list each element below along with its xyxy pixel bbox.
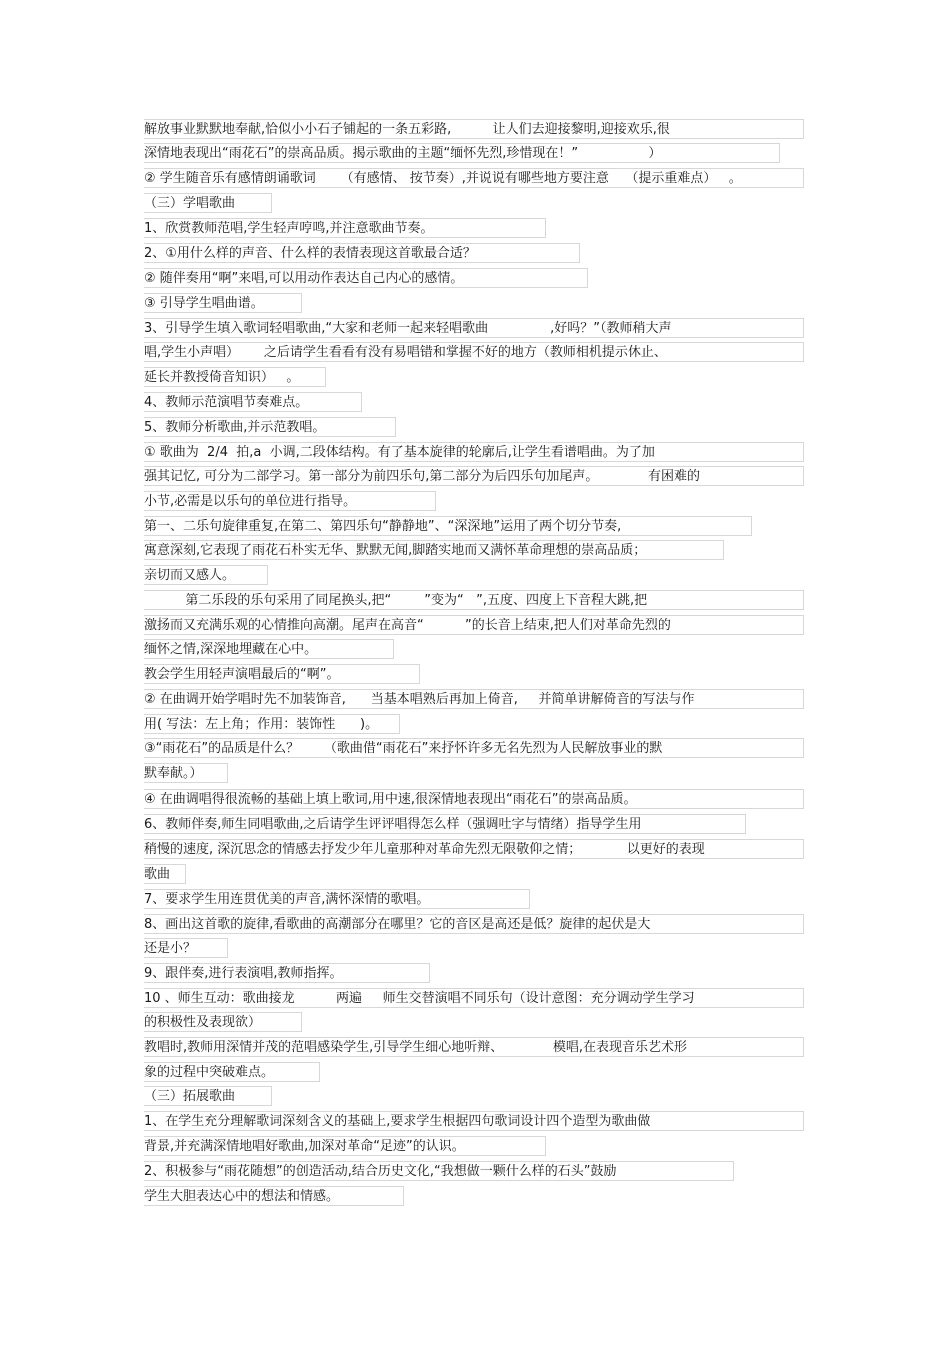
text-line: 寓意深刻,它表现了雨花石朴实无华、默默无闻,脚踏实地而又满怀革命理想的崇高品质；: [144, 540, 724, 560]
text-line: 还是小？: [144, 938, 228, 958]
text-line: （三）拓展歌曲: [144, 1086, 272, 1106]
text-line: ③“雨花石”的品质是什么？ （歌曲借“雨花石”来抒怀许多无名先烈为人民解放事业的默: [144, 738, 804, 758]
text-line: 学生大胆表达心中的想法和情感。: [144, 1186, 404, 1206]
text-line: 默奉献。）: [144, 763, 228, 783]
text-line: 歌曲: [144, 864, 186, 884]
text-line: 背景,并充满深情地唱好歌曲,加深对革命“足迹”的认识。: [144, 1136, 546, 1156]
text-line: ④ 在曲调唱得很流畅的基础上填上歌词,用中速,很深情地表现出“雨花石”的崇高品质。: [144, 789, 804, 809]
text-line: 1、在学生充分理解歌词深刻含义的基础上,要求学生根据四句歌词设计四个造型为歌曲做: [144, 1111, 804, 1131]
text-line: 深情地表现出“雨花石”的崇高品质。揭示歌曲的主题“缅怀先烈,珍惜现在！” ）: [144, 143, 780, 163]
text-line: 小节,必需是以乐句的单位进行指导。: [144, 491, 436, 511]
text-line: 用( 写法：左上角；作用：装饰性 )。: [144, 714, 400, 734]
text-line: 5、教师分析歌曲,并示范教唱。: [144, 417, 396, 437]
text-line: 解放事业默默地奉献,恰似小小石子铺起的一条五彩路, 让人们去迎接黎明,迎接欢乐,很: [144, 119, 804, 139]
text-line: 1、欣赏教师范唱,学生轻声哼鸣,并注意歌曲节奏。: [144, 218, 546, 238]
text-line: 强其记忆, 可分为二部学习。第一部分为前四乐句,第二部分为后四乐句加尾声。 有困难的: [144, 466, 804, 486]
text-line: ① 歌曲为 2/4 拍,a 小调,二段体结构。有了基本旋律的轮廓后,让学生看谱唱曲。为了加: [144, 442, 804, 462]
text-line: 第一、二乐句旋律重复,在第二、第四乐句“静静地”、“深深地”运用了两个切分节奏,: [144, 516, 752, 536]
text-line: 唱,学生小声唱） 之后请学生看看有没有易唱错和掌握不好的地方（教师相机提示休止、: [144, 342, 804, 362]
text-line: ② 随伴奏用“啊”来唱,可以用动作表达自己内心的感情。: [144, 268, 588, 288]
text-line: 6、教师伴奏,师生同唱歌曲,之后请学生评评唱得怎么样（强调吐字与情绪）指导学生用: [144, 814, 746, 834]
text-line: 4、教师示范演唱节奏难点。: [144, 392, 362, 412]
text-line: 10 、师生互动：歌曲接龙 两遍 师生交替演唱不同乐句（设计意图：充分调动学生学习: [144, 988, 804, 1008]
text-line: 缅怀之情,深深地埋藏在心中。: [144, 639, 394, 659]
text-line: 稍慢的速度, 深沉思念的情感去抒发少年儿童那种对革命先烈无限敬仰之情； 以更好的表现: [144, 839, 804, 859]
text-line: 延长并教授倚音知识） 。: [144, 367, 326, 387]
text-line: 7、要求学生用连贯优美的声音,满怀深情的歌唱。: [144, 889, 530, 909]
text-line: 教会学生用轻声演唱最后的“啊”。: [144, 664, 420, 684]
text-line: 3、引导学生填入歌词轻唱歌曲,“大家和老师一起来轻唱歌曲 ,好吗？”（教师稍大声: [144, 318, 804, 338]
text-line: 第二乐段的乐句采用了同尾换头,把“ ”变为“ ”,五度、四度上下音程大跳,把: [144, 590, 804, 610]
text-line: ② 学生随音乐有感情朗诵歌词 （有感情、 按节奏）,并说说有哪些地方要注意 （提示重难点） 。: [144, 168, 804, 188]
text-line: ② 在曲调开始学唱时先不加装饰音, 当基本唱熟后再加上倚音, 并简单讲解倚音的写法与作: [144, 689, 804, 709]
text-line: 9、跟伴奏,进行表演唱,教师指挥。: [144, 963, 430, 983]
text-line: 象的过程中突破难点。: [144, 1062, 320, 1082]
text-line: 激扬而又充满乐观的心情推向高潮。尾声在高音“ ”的长音上结束,把人们对革命先烈的: [144, 615, 804, 635]
text-line: ③ 引导学生唱曲谱。: [144, 293, 302, 313]
text-line: 2、积极参与“雨花随想”的创造活动,结合历史文化,“我想做一颗什么样的石头”鼓励: [144, 1161, 734, 1181]
text-line: （三）学唱歌曲: [144, 193, 272, 213]
text-line: 的积极性及表现欲）: [144, 1012, 302, 1032]
text-line: 亲切而又感人。: [144, 565, 268, 585]
text-line: 2、①用什么样的声音、什么样的表情表现这首歌最合适？: [144, 243, 580, 263]
text-line: 8、画出这首歌的旋律,看歌曲的高潮部分在哪里？它的音区是高还是低？旋律的起伏是大: [144, 914, 804, 934]
text-line: 教唱时,教师用深情并茂的范唱感染学生,引导学生细心地听辩、 模唱,在表现音乐艺术形: [144, 1037, 804, 1057]
